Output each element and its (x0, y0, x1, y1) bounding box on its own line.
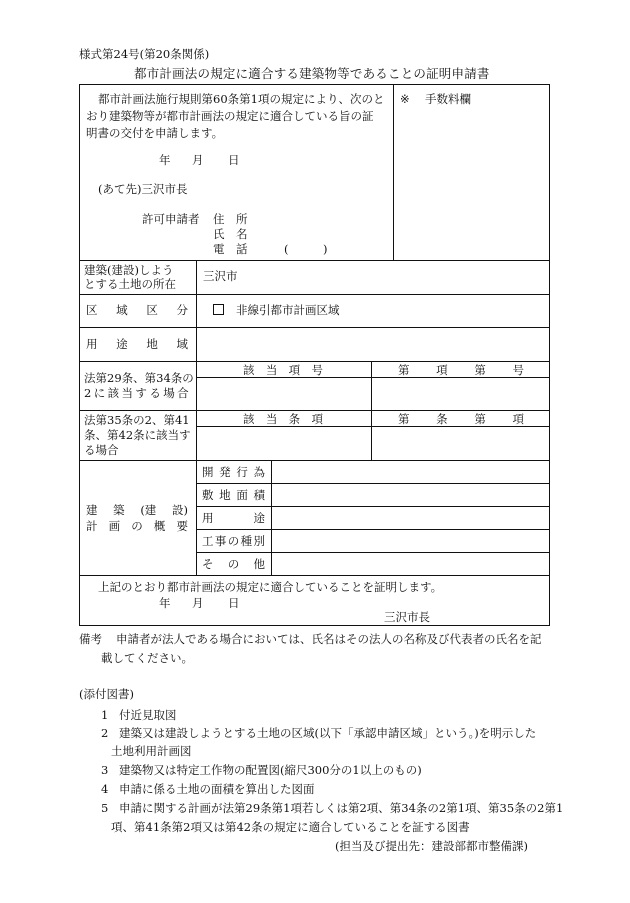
law35-header-right: 第 条 第 項 (398, 412, 524, 426)
remarks-line2: 載してください。 (101, 651, 193, 665)
remarks-line1: 申請者が法人である場合においては、氏名はその法人の名称及び代表者の氏名を記 (116, 632, 542, 646)
fee-box-label: 手数料欄 (425, 92, 471, 106)
attachment-text: 付近見取図 (119, 708, 177, 722)
certification-date-month: 月 (192, 596, 204, 610)
plan-item-development: 開 発 行 為 (202, 465, 265, 479)
address-label: 住 所 (213, 212, 248, 226)
law35-header-left: 該 当 条 項 (243, 412, 323, 426)
plan-label-line2: 計 画 の 概 要 (86, 519, 188, 533)
attachment-number: 1 (101, 708, 109, 722)
law35-label-line1: 法第35条の2、第41 (84, 413, 190, 427)
attachment-text: 申請に関する計画が法第29条第1項若しくは第2項、第34条の2第1項、第35条の2第1 (119, 801, 564, 815)
use-district-label: 用 途 地 域 (86, 337, 188, 351)
certification-text: 上記のとおり都市計画法の規定に適合していることを証明します。 (98, 580, 443, 594)
form-title: 都市計画法の規定に適合する建築物等であることの証明申請書 (134, 66, 490, 81)
plan-label-line1: 建 築 (建 設) (86, 503, 188, 517)
attachment-text-continued: 項、第41条第2項又は第42条の規定に適合していることを証する図書 (111, 820, 470, 834)
name-label: 氏 名 (213, 227, 248, 241)
attachment-text-continued: 土地利用計画図 (111, 744, 192, 758)
certification-signer: 三沢市長 (384, 610, 430, 624)
plan-item-work-type: 工 事 の 種 別 (202, 534, 265, 548)
phone-label: 電 話 (213, 242, 248, 256)
zone-checkbox[interactable] (213, 304, 224, 315)
contact-footer: (担当及び提出先：建設部都市整備課) (335, 839, 528, 853)
law35-label-line3: る場合 (84, 443, 119, 457)
location-label-line2: とする土地の所在 (84, 277, 176, 291)
form-number: 様式第24号(第20条関係) (79, 47, 210, 61)
zone-label: 区 域 区 分 (86, 303, 188, 317)
fee-box-mark: ※ (400, 92, 410, 106)
attachment-number: 5 (101, 801, 109, 815)
law29-header-left: 該 当 項 号 (243, 363, 323, 377)
location-label-line1: 建築(建設)しよう (84, 263, 174, 277)
attachment-text: 建築又は建設しようとする土地の区域(以下「承認申請区域」という。)を明示した (119, 726, 537, 740)
application-body-line2: おり建築物等が都市計画法の規定に適合している旨の証 (86, 109, 374, 123)
zone-value: 非線引都市計画区域 (213, 303, 340, 317)
application-body-line3: 明書の交付を申請します。 (86, 126, 224, 140)
attachment-text: 建築物又は特定工作物の配置図(縮尺300分の1以上のもの) (119, 763, 422, 777)
application-date-day: 日 (228, 153, 240, 167)
phone-parentheses: ( ) (284, 242, 328, 256)
remarks-label: 備考 (79, 632, 102, 646)
law29-label-line2: 2に該当する場合 (84, 386, 192, 400)
applicant-label: 許可申請者 (142, 212, 200, 226)
law29-header-right: 第 項 第 号 (398, 363, 524, 377)
attachment-text: 申請に係る土地の面積を算出した図面 (119, 782, 315, 796)
certification-date-year: 年 (159, 596, 171, 610)
application-date-year: 年 (159, 153, 171, 167)
addressee: (あて先)三沢市長 (98, 182, 188, 196)
plan-item-site-area: 敷 地 面 積 (202, 488, 265, 502)
application-date-month: 月 (192, 153, 204, 167)
law35-label-line2: 条、第42条に該当す (84, 428, 191, 442)
plan-item-other: そ の 他 (202, 557, 265, 571)
attachment-number: 4 (101, 782, 109, 796)
certification-date-day: 日 (228, 596, 240, 610)
attachment-number: 2 (101, 726, 109, 740)
law29-label-line1: 法第29条、第34条の (84, 371, 194, 385)
attachments-heading: (添付図書) (79, 687, 134, 701)
location-value: 三沢市 (203, 269, 238, 283)
plan-item-use: 用 途 (202, 511, 265, 525)
application-body-line1: 都市計画法施行規則第60条第1項の規定により、次のと (98, 92, 385, 106)
attachment-number: 3 (101, 763, 109, 777)
